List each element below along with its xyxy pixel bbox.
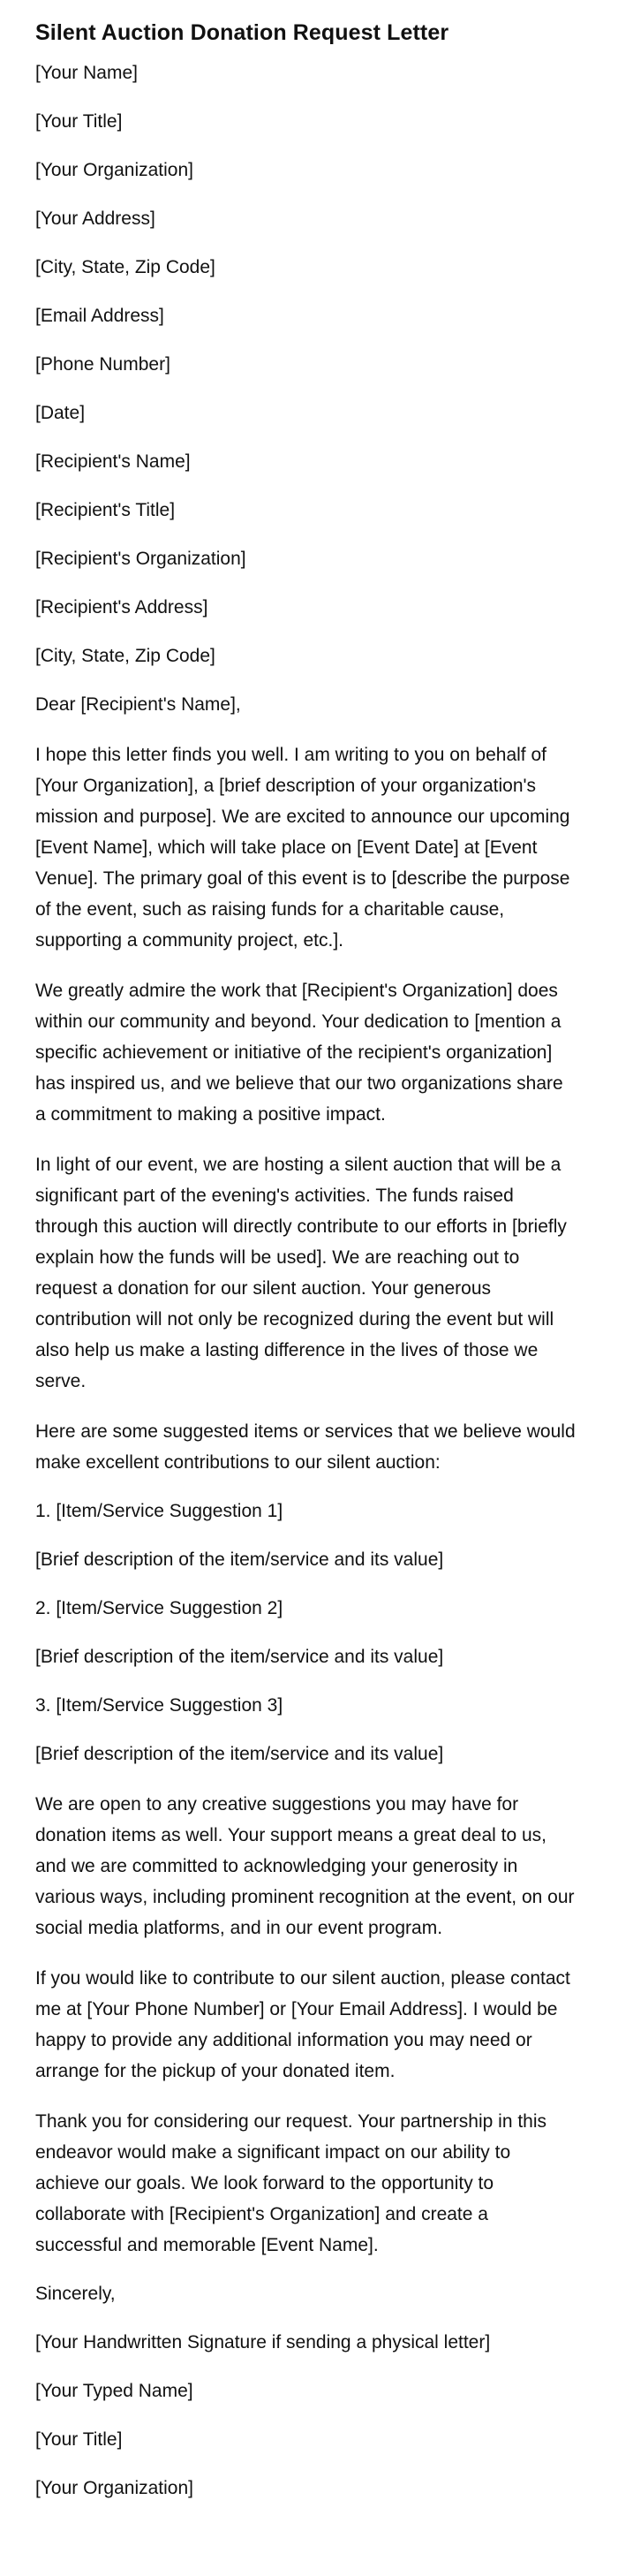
sender-name: [Your Name] xyxy=(35,63,138,84)
recipient-block xyxy=(35,448,578,670)
thanks-paragraph: Thank you for considering our request. Your partnership in this endeavor would make a significant impact on our ability to achieve our goals. We look forward to the opportunity to collaborate with [Recipient's Organization] and create a successful and memorable [Event Name]. xyxy=(35,2111,547,2256)
sender-title: [Your Title] xyxy=(35,111,123,133)
sender-phone: [Phone Number] xyxy=(35,354,170,375)
sender-city-state-zip: [City, State, Zip Code] xyxy=(35,257,215,278)
letter-date: [Date] xyxy=(35,403,86,424)
sender-address: [Your Address] xyxy=(35,208,155,230)
suggestions-list xyxy=(35,1497,578,1768)
recipient-organization: [Recipient's Organization] xyxy=(35,549,246,570)
letter-document xyxy=(35,19,578,2523)
recipient-title: [Recipient's Title] xyxy=(35,500,176,521)
suggestion-description: [Brief description of the item/service and its value] xyxy=(35,1549,444,1571)
recipient-address: [Recipient's Address] xyxy=(35,597,208,618)
signoff-title: [Your Title] xyxy=(35,2429,123,2451)
closing-word: Sincerely, xyxy=(35,2284,116,2305)
sender-email: [Email Address] xyxy=(35,306,164,327)
suggestion-description: [Brief description of the item/service and its value] xyxy=(35,1744,444,1765)
salutation: Dear [Recipient's Name], xyxy=(35,694,241,716)
recipient-city-state-zip: [City, State, Zip Code] xyxy=(35,646,215,667)
suggestion-item: 3. [Item/Service Suggestion 3] xyxy=(35,1695,283,1716)
body-admiration-paragraph: We greatly admire the work that [Recipient's Organization] does within our community and beyond. Your dedication to [mention a specific achievement or initiative of the recipient's organization] has inspired us, and we believe that our two organizations share a commitment to making a positive impact. xyxy=(35,981,563,1125)
document-title: Silent Auction Donation Request Letter xyxy=(35,20,449,45)
contact-paragraph: If you would like to contribute to our silent auction, please contact me at [Your Phone Number] or [Your Email Address]. I would be happy to provide any additional information you may need or arrange for the pickup of your donated item. xyxy=(35,1968,570,2082)
body-request-paragraph: In light of our event, we are hosting a silent auction that will be a significant part of the evening's activities. The funds raised through this auction will directly contribute to our efforts in [briefly explain how the funds will be used]. We are reaching out to request a donation for our silent auction. Your generous contribution will not only be recognized during the event but will also help us make a lasting difference in the lives of those we serve. xyxy=(35,1155,567,1392)
suggestion-description: [Brief description of the item/service and its value] xyxy=(35,1647,444,1668)
signoff-organization: [Your Organization] xyxy=(35,2478,194,2499)
signoff-block xyxy=(35,2280,578,2502)
signature-placeholder: [Your Handwritten Signature if sending a physical letter] xyxy=(35,2332,491,2353)
body-intro-paragraph: I hope this letter finds you well. I am writing to you on behalf of [Your Organization], a [brief description of your organization's mission and purpose]. We are excited to announce our upcoming [Event Name], which will take place on [Event Date] at [Event Venue]. The primary goal of this event is to [describe the purpose of the event, such as raising funds for a charitable cause, supporting a community project, etc.]. xyxy=(35,745,570,951)
suggestion-item: 2. [Item/Service Suggestion 2] xyxy=(35,1598,283,1619)
suggestions-intro-paragraph: Here are some suggested items or services that we believe would make excellent contributions to our silent auction: xyxy=(35,1421,576,1474)
sender-organization: [Your Organization] xyxy=(35,160,194,181)
typed-name: [Your Typed Name] xyxy=(35,2381,193,2402)
recipient-name: [Recipient's Name] xyxy=(35,451,191,473)
open-to-suggestions-paragraph: We are open to any creative suggestions you may have for donation items as well. Your support means a great deal to us, and we are committed to acknowledging your generosity in various ways, including prominent recognition at the event, on our social media platforms, and in our event program. xyxy=(35,1794,575,1939)
suggestion-item: 1. [Item/Service Suggestion 1] xyxy=(35,1501,283,1522)
sender-block xyxy=(35,59,578,427)
